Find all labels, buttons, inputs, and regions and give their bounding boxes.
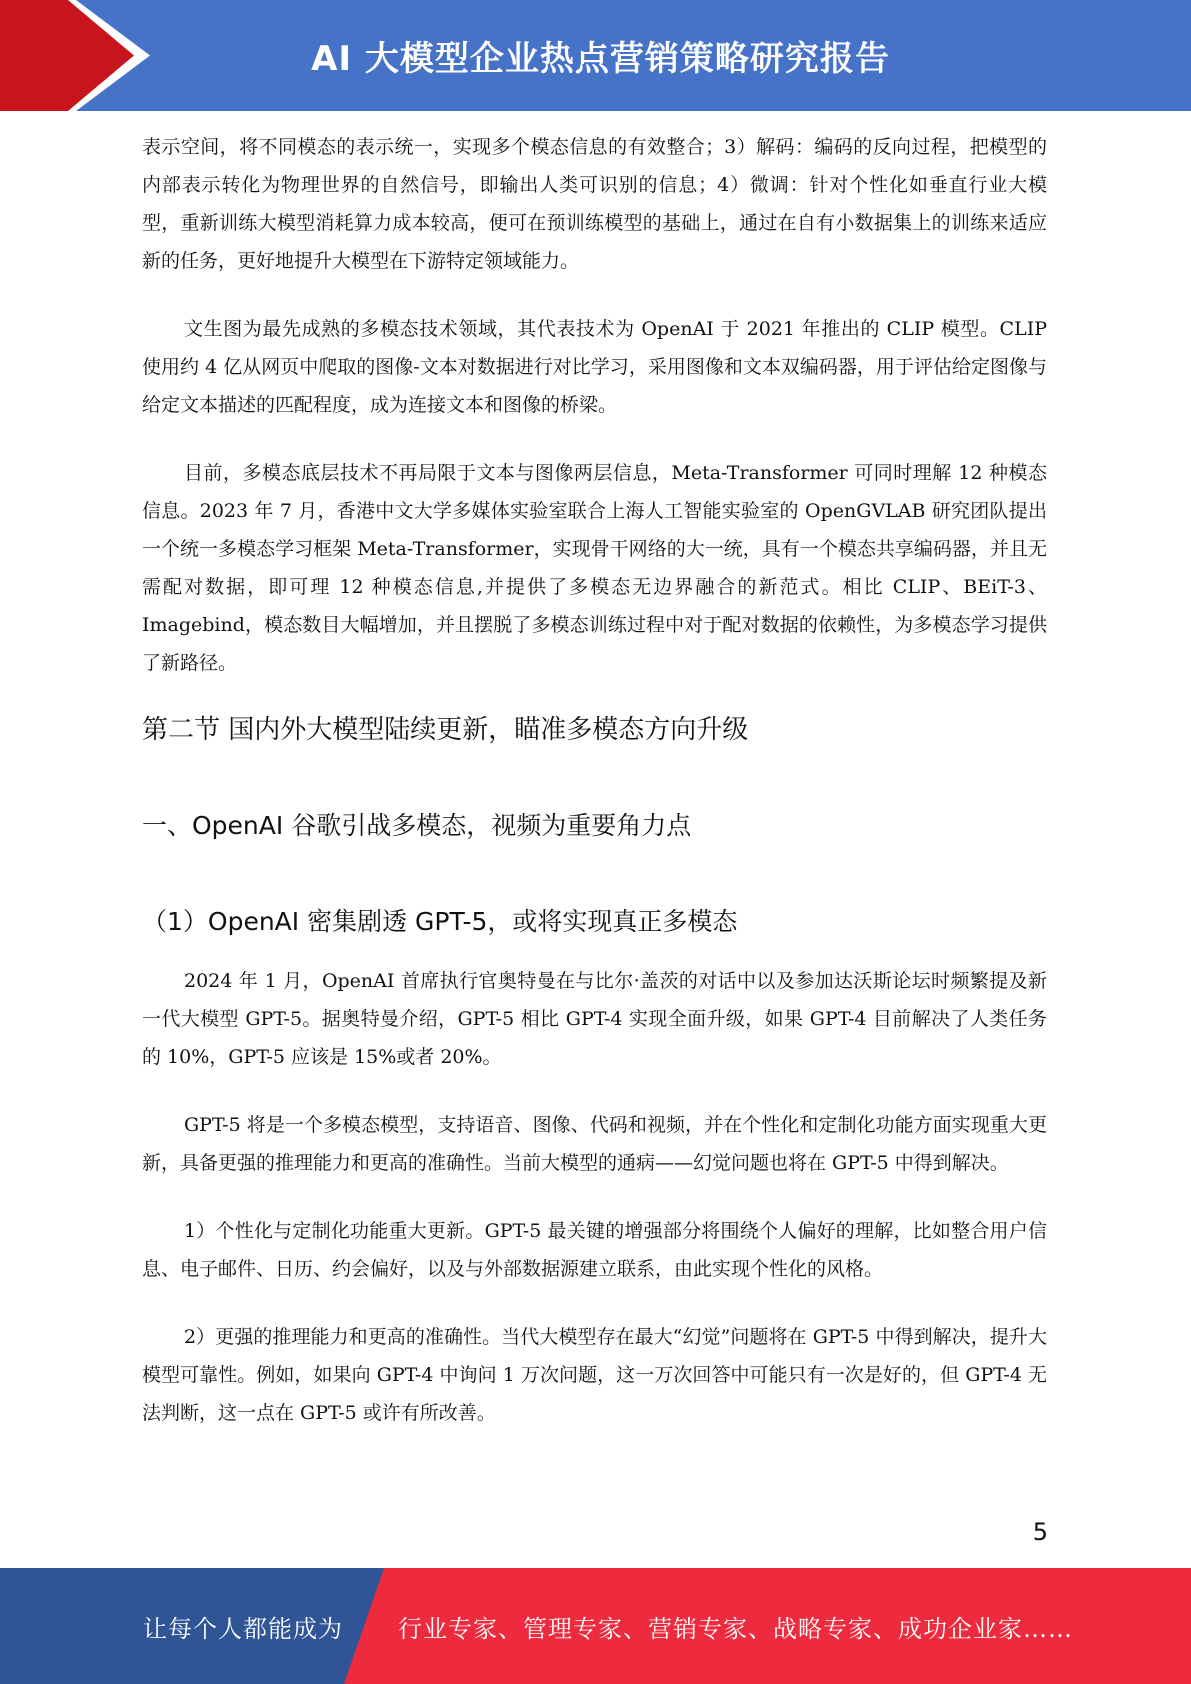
- paragraph-meta-transformer: 目前，多模态底层技术不再局限于文本与图像两层信息，Meta-Transformer 可同时理解 12 种模态信息。2023 年 7 月，香港中文大学多媒体实验室联合上海人工智能实验室的 OpenGVLAB 研究团队提出一个统一多模态学习框架 Meta-Transformer，实现骨干网络的大一统，具有一个模态共享编码器，并且无需配对数据，即可理 12 种模态信息,并提供了多模态无边界融合的新范式。相比 CLIP、BEiT-3、Imagebind，模态数目大幅增加，并且摆脱了多模态训练过程中对于配对数据的依赖性，为多模态学习提供了新路径。: [142, 462, 1047, 674]
- subsection-title: 一、OpenAI 谷歌引战多模态，视频为重要角力点: [142, 811, 692, 840]
- report-title: AI 大模型企业热点营销策略研究报告: [311, 39, 890, 79]
- paragraph-reasoning: 2）更强的推理能力和更高的准确性。当代大模型存在最大“幻觉”问题将在 GPT-5 中得到解决，提升大模型可靠性。例如，如果向 GPT-4 中询问 1 万次问题，这一万次回答中可能只有一次是好的，但 GPT-4 无法判断，这一点在 GPT-5 或许有所改善。: [142, 1326, 1047, 1424]
- footer-slogan-left: 让每个人都能成为: [143, 1614, 343, 1643]
- footer-slogan-right: 行业专家、管理专家、营销专家、战略专家、成功企业家……: [398, 1614, 1073, 1643]
- paragraph-encoding-decoding: 表示空间，将不同模态的表示统一，实现多个模态信息的有效整合；3）解码：编码的反向过程，把模型的内部表示转化为物理世界的自然信号，即输出人类可识别的信息；4）微调：针对个性化如垂直行业大模型，重新训练大模型消耗算力成本较高，便可在预训练模型的基础上，通过在自有小数据集上的训练来适应新的任务，更好地提升大模型在下游特定领域能力。: [142, 136, 1047, 272]
- paragraph-gpt5-multimodal: GPT-5 将是一个多模态模型，支持语音、图像、代码和视频，并在个性化和定制化功能方面实现重大更新，具备更强的推理能力和更高的准确性。当前大模型的通病——幻觉问题也将在 GPT-5 中得到解决。: [142, 1114, 1047, 1174]
- subsubsection-title: （1）OpenAI 密集剧透 GPT-5，或将实现真正多模态: [142, 907, 738, 936]
- paragraph-clip: 文生图为最先成熟的多模态技术领域，其代表技术为 OpenAI 于 2021 年推出的 CLIP 模型。CLIP 使用约 4 亿从网页中爬取的图像-文本对数据进行对比学习，采用图像和文本双编码器，用于评估给定图像与给定文本描述的匹配程度，成为连接文本和图像的桥梁。: [142, 318, 1047, 416]
- page-footer: [0, 1568, 1191, 1684]
- section-title: 第二节 国内外大模型陆续更新，瞄准多模态方向升级: [142, 715, 749, 745]
- paragraph-gpt5-intro: 2024 年 1 月，OpenAI 首席执行官奥特曼在与比尔·盖茨的对话中以及参加达沃斯论坛时频繁提及新一代大模型 GPT-5。据奥特曼介绍，GPT-5 相比 GPT-4 实现全面升级，如果 GPT-4 目前解决了人类任务的 10%，GPT-5 应该是 15%或者 20%。: [142, 970, 1047, 1068]
- page-number: 5: [1032, 1518, 1048, 1546]
- page-content: [142, 128, 1047, 1432]
- page-header: [0, 0, 1191, 111]
- paragraph-personalization: 1）个性化与定制化功能重大更新。GPT-5 最关键的增强部分将围绕个人偏好的理解，比如整合用户信息、电子邮件、日历、约会偏好，以及与外部数据源建立联系，由此实现个性化的风格。: [142, 1220, 1047, 1280]
- header-red-arrow-shape: [0, 0, 150, 111]
